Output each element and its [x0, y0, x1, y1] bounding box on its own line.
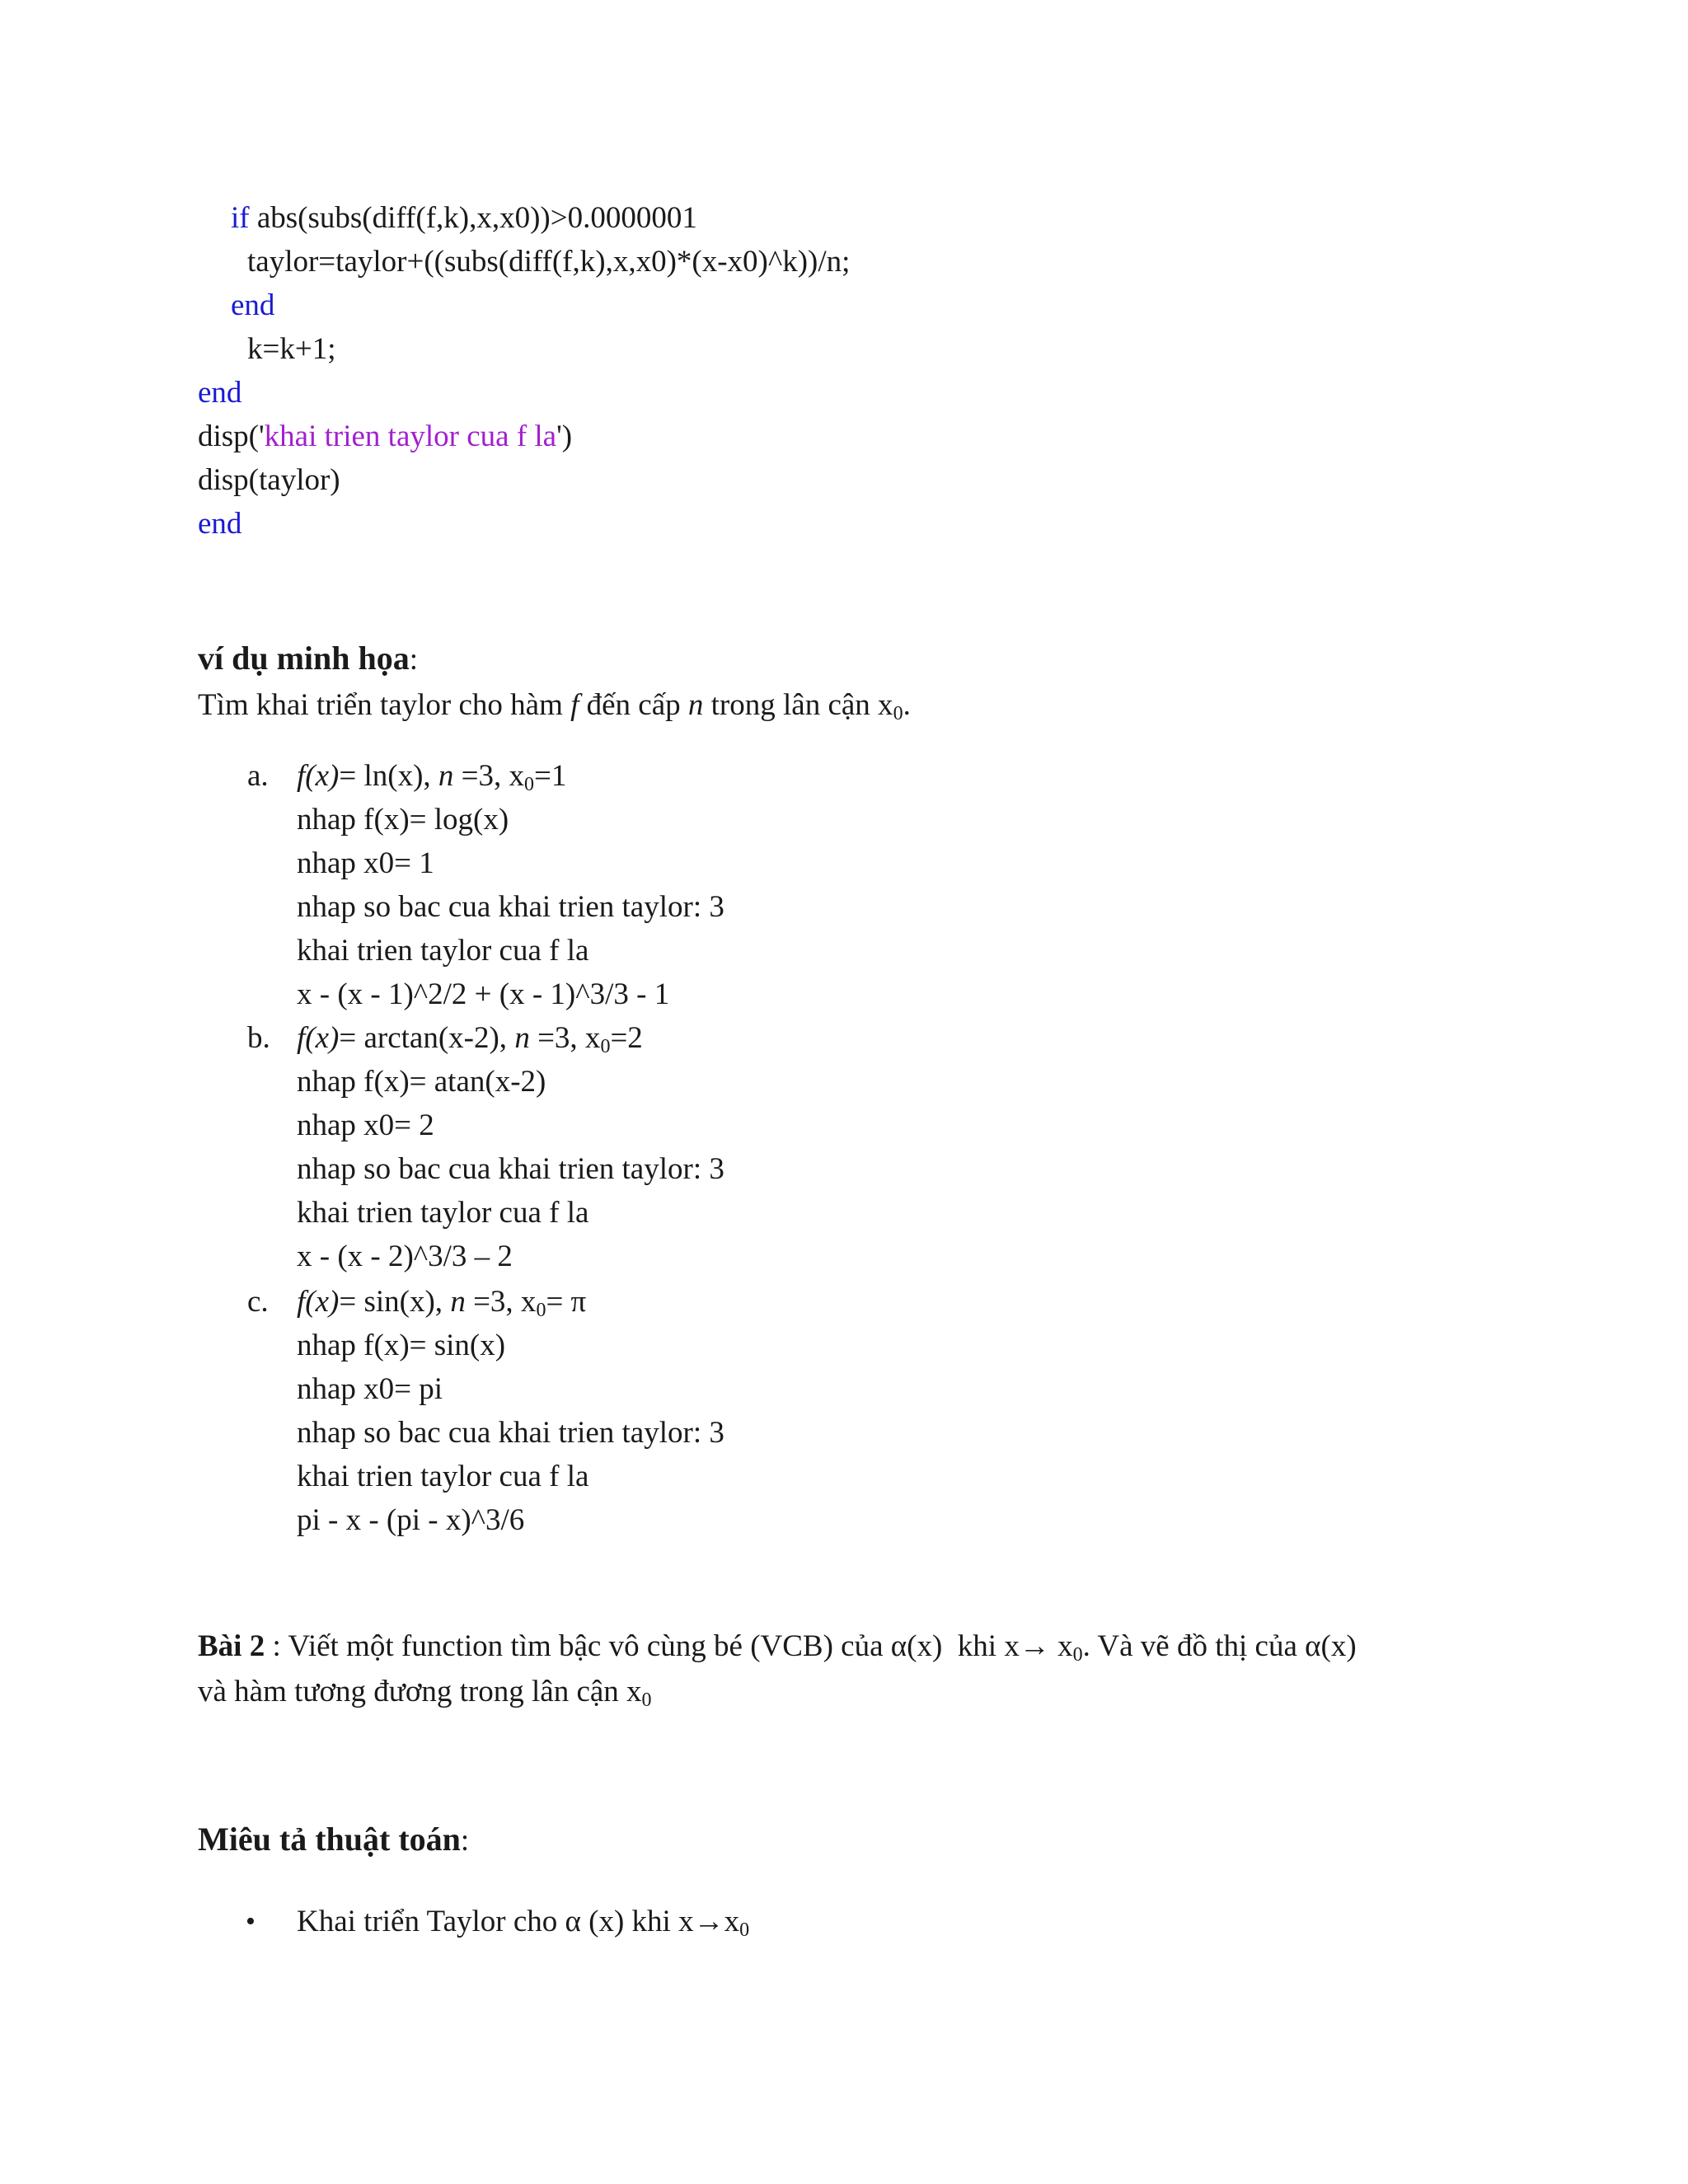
item-c-line: pi - x - (pi - x)^3/6: [297, 1503, 525, 1537]
subscript: 0: [641, 1690, 652, 1711]
n-label: n: [514, 1021, 530, 1055]
intro-text: .: [903, 688, 911, 722]
code-text: disp(': [198, 419, 265, 453]
bai2-text: . Và vẽ đồ thị của α(x): [1082, 1629, 1357, 1663]
code-line-end-while: end: [198, 376, 242, 410]
item-a-marker: a.: [247, 759, 269, 793]
bai2-line-1: [198, 1629, 1357, 1665]
fx-text: =3, x: [453, 759, 525, 793]
n-label: n: [438, 759, 454, 793]
code-line-disp-taylor: disp(taylor): [198, 463, 340, 497]
fx-text: = π: [546, 1285, 587, 1319]
intro-text: trong lân cận x: [703, 688, 893, 722]
code-text: '): [556, 419, 573, 453]
item-c-line: nhap x0= pi: [297, 1372, 443, 1406]
algorithm-item-text: Khai triển Taylor cho α (x) khi x→x: [297, 1905, 740, 1938]
item-c-marker: c.: [247, 1285, 269, 1319]
fx-text: = arctan(x-2),: [339, 1021, 515, 1055]
code-text: abs(subs(diff(f,k),x,x0))>0.0000001: [249, 201, 697, 235]
item-a-function: [297, 758, 566, 794]
fx-label: f(x): [297, 1021, 340, 1055]
code-line-end-function: end: [198, 507, 242, 541]
bullet-icon: •: [246, 1906, 256, 1937]
intro-subscript: 0: [893, 703, 903, 724]
example-intro: [198, 687, 911, 724]
item-c-line: khai trien taylor cua f la: [297, 1460, 589, 1493]
subscript: 0: [739, 1919, 750, 1941]
fx-text: = ln(x),: [339, 759, 438, 793]
item-b-line: nhap so bac cua khai trien taylor: 3: [297, 1152, 724, 1186]
subscript: 0: [536, 1300, 546, 1321]
item-b-line: nhap x0= 2: [297, 1108, 434, 1142]
example-heading-text: ví dụ minh họa: [198, 640, 410, 677]
intro-f: f: [570, 688, 579, 722]
example-heading: [198, 640, 418, 678]
fx-text: = sin(x),: [339, 1285, 451, 1319]
item-c-function: [297, 1284, 586, 1320]
fx-text: =3, x: [529, 1021, 601, 1055]
code-line-increment: k=k+1;: [247, 332, 336, 366]
code-line-disp-message: [198, 419, 572, 455]
n-label: n: [450, 1285, 466, 1319]
bai2-text: : Viết một function tìm bậc vô cùng bé (VCB) của α(x) khi x→ x: [265, 1629, 1073, 1663]
intro-text: Tìm khai triển taylor cho hàm: [198, 688, 571, 722]
code-line-taylor-update: taylor=taylor+((subs(diff(f,k),x,x0)*(x-x0)^k))/n;: [247, 245, 851, 279]
fx-label: f(x): [297, 759, 340, 793]
item-a-line: nhap f(x)= log(x): [297, 803, 509, 837]
algorithm-heading: [198, 1821, 469, 1859]
code-keyword: if: [231, 201, 250, 235]
heading-colon: :: [409, 643, 419, 677]
subscript: 0: [1072, 1644, 1083, 1666]
item-c-line: nhap f(x)= sin(x): [297, 1329, 506, 1362]
intro-text: đến cấp: [579, 688, 688, 722]
item-b-line: nhap f(x)= atan(x-2): [297, 1065, 546, 1099]
algorithm-item: [297, 1904, 749, 1940]
bai2-label: Bài 2: [198, 1629, 265, 1663]
item-a-line: nhap so bac cua khai trien taylor: 3: [297, 890, 724, 924]
intro-n: n: [687, 688, 704, 722]
item-a-line: x - (x - 1)^2/2 + (x - 1)^3/3 - 1: [297, 977, 670, 1011]
algorithm-heading-text: Miêu tả thuật toán: [198, 1821, 461, 1858]
bai2-text: và hàm tương đương trong lân cận x: [198, 1675, 642, 1708]
fx-label: f(x): [297, 1285, 340, 1319]
item-b-line: khai trien taylor cua f la: [297, 1196, 589, 1230]
fx-text: =3, x: [465, 1285, 537, 1319]
item-a-line: nhap x0= 1: [297, 846, 434, 880]
code-line-if: [231, 200, 697, 237]
heading-colon: :: [460, 1824, 470, 1858]
fx-text: =1: [534, 759, 567, 793]
item-b-line: x - (x - 2)^3/3 – 2: [297, 1240, 513, 1273]
subscript: 0: [600, 1036, 611, 1057]
bai2-line-2: [198, 1674, 652, 1710]
item-a-line: khai trien taylor cua f la: [297, 934, 589, 968]
code-string: khai trien taylor cua f la: [264, 419, 557, 453]
fx-text: =2: [610, 1021, 643, 1055]
code-line-end-if: end: [231, 288, 275, 322]
item-b-function: [297, 1020, 643, 1057]
item-b-marker: b.: [247, 1021, 270, 1055]
subscript: 0: [524, 774, 535, 795]
item-c-line: nhap so bac cua khai trien taylor: 3: [297, 1416, 724, 1450]
